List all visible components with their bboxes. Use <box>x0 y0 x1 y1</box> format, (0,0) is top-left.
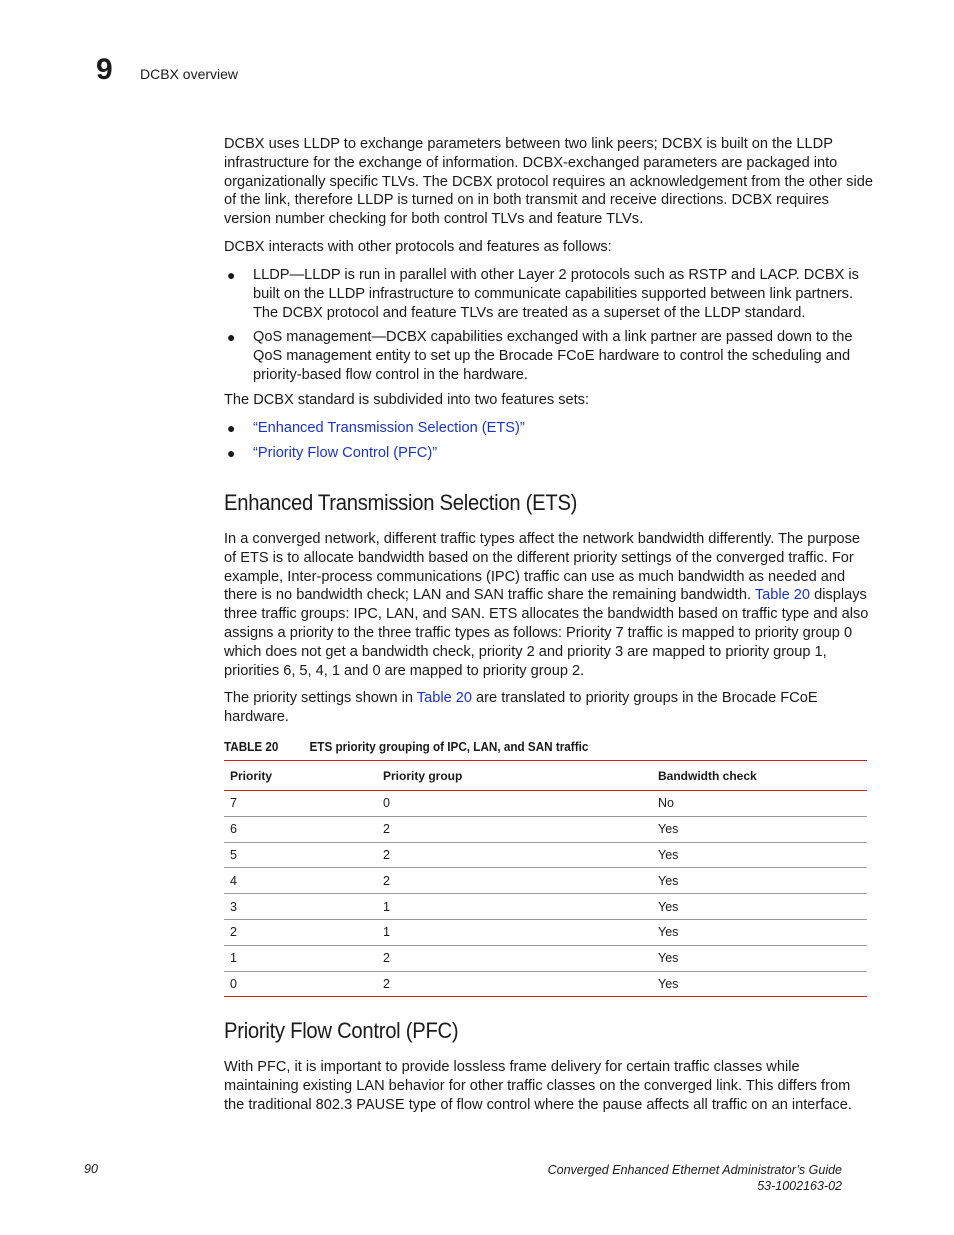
table-row <box>224 894 867 920</box>
table-row <box>224 868 867 894</box>
feature-link-list <box>224 419 874 463</box>
pfc-link[interactable]: “Priority Flow Control (PFC)” <box>253 444 438 461</box>
column-header-priority: Priority <box>224 761 377 791</box>
table-20-link[interactable]: Table 20 <box>416 690 472 706</box>
bullet-text: LLDP—LLDP is run in parallel with other Layer 2 protocols such as RSTP and LACP. DCBX is built on the LLDP infrastructure to communicate capabilities supported between link partners. The DCBX protocol and feature TLVs are treated as a superset of the LLDP standard. <box>253 267 859 321</box>
column-header-priority-group: Priority group <box>377 761 652 791</box>
cell-bandwidth-check: Yes <box>652 868 867 894</box>
bullet-icon: ● <box>227 267 236 283</box>
ets-p2-text-cont: are translated to priority groups in the Brocade FCoE hardware. <box>224 690 818 725</box>
cell-priority-group: 2 <box>377 945 652 971</box>
ets-paragraph-1 <box>224 530 874 680</box>
intro-paragraph-2: DCBX interacts with other protocols and features as follows: <box>224 239 612 255</box>
cell-priority: 4 <box>224 868 377 894</box>
cell-priority-group: 2 <box>377 971 652 997</box>
cell-priority: 6 <box>224 816 377 842</box>
cell-bandwidth-check: Yes <box>652 945 867 971</box>
protocol-bullet-list <box>224 266 874 385</box>
cell-priority-group: 1 <box>377 919 652 945</box>
ets-p1-text-cont: displays three traffic groups: IPC, LAN, and SAN. ETS allocates the bandwidth based on traffic type and also assigns a priority to the three traffic types as follows: Priority 7 traffic is mapped to priority group 0 which does not get a bandwidth check, priority 2 and priority 3 are mapped to priority group 1, priorities 6, 5, 4, 1 and 0 are mapped to priority group 2. <box>224 587 869 679</box>
bullet-icon: ● <box>227 444 236 461</box>
table-20-link[interactable]: Table 20 <box>754 587 811 604</box>
table-row <box>224 945 867 971</box>
table-row <box>224 971 867 997</box>
table-row <box>224 842 867 868</box>
table-row <box>224 816 867 842</box>
table-title: ETS priority grouping of IPC, LAN, and SAN traffic <box>309 739 589 754</box>
footer-doc-number: 53-1002163-02 <box>757 1179 842 1193</box>
footer-doc-info <box>548 1162 842 1194</box>
list-item <box>224 266 874 322</box>
pfc-paragraph-1: With PFC, it is important to provide lossless frame delivery for certain traffic classes while maintaining existing LAN behavior for other traffic classes on the converged link. This differs from the traditional 802.3 PAUSE type of flow control where the pause affects all traffic on an interface. <box>224 1059 852 1113</box>
cell-priority: 5 <box>224 842 377 868</box>
intro-paragraph-1: DCBX uses LLDP to exchange parameters between two link peers; DCBX is built on the LLDP infrastructure for the exchange of information. DCBX-exchanged parameters are packaged into organizationally specific TLVs. The DCBX protocol requires an acknowledgement from the other side of the link, therefore LLDP is turned on in both transmit and receive directions. DCBX requires version number checking for both control TLVs and feature TLVs. <box>224 136 873 228</box>
cell-priority: 3 <box>224 894 377 920</box>
footer-doc-title: Converged Enhanced Ethernet Administrator’s Guide <box>547 1163 842 1177</box>
table-header-row <box>224 761 867 791</box>
cell-priority-group: 2 <box>377 816 652 842</box>
cell-bandwidth-check: Yes <box>652 816 867 842</box>
cell-priority: 0 <box>224 971 377 997</box>
cell-priority-group: 2 <box>377 842 652 868</box>
ets-priority-table <box>224 760 867 997</box>
cell-bandwidth-check: Yes <box>652 919 867 945</box>
intro-paragraph-3: The DCBX standard is subdivided into two features sets: <box>224 392 590 408</box>
table-row <box>224 791 867 817</box>
ets-p1-text: In a converged network, different traffic types affect the network bandwidth differently. The purpose of ETS is to allocate bandwidth based on the different priority settings of the converged traffic. For example, Inter-process communications (IPC) traffic can use as much bandwidth as needed and there is no bandwidth check; LAN and SAN traffic share the remaining bandwidth. <box>224 531 861 604</box>
table-row <box>224 919 867 945</box>
list-item <box>224 328 874 384</box>
table-caption <box>224 739 588 755</box>
cell-priority: 1 <box>224 945 377 971</box>
cell-priority-group: 2 <box>377 868 652 894</box>
list-item <box>224 444 874 463</box>
ets-p2-text: The priority settings shown in <box>224 690 413 706</box>
bullet-icon: ● <box>227 329 236 346</box>
running-header-title: DCBX overview <box>140 66 239 82</box>
ets-paragraph-2 <box>224 689 874 727</box>
cell-bandwidth-check: Yes <box>652 842 867 868</box>
chapter-number: 9 <box>96 53 113 86</box>
cell-priority: 2 <box>224 919 377 945</box>
ets-heading: Enhanced Transmission Selection (ETS) <box>224 490 578 515</box>
pfc-heading: Priority Flow Control (PFC) <box>224 1018 459 1043</box>
column-header-bandwidth-check: Bandwidth check <box>652 761 867 791</box>
cell-priority-group: 1 <box>377 894 652 920</box>
cell-bandwidth-check: Yes <box>652 971 867 997</box>
cell-bandwidth-check: No <box>652 791 867 817</box>
bullet-icon: ● <box>227 420 236 436</box>
ets-link[interactable]: “Enhanced Transmission Selection (ETS)” <box>253 420 525 436</box>
cell-bandwidth-check: Yes <box>652 894 867 920</box>
list-item <box>224 419 874 438</box>
page-number: 90 <box>84 1162 98 1176</box>
table-label: TABLE 20 <box>224 739 279 754</box>
bullet-text: QoS management—DCBX capabilities exchanged with a link partner are passed down to the QoS management entity to set up the Brocade FCoE hardware to control the scheduling and priority-based flow control in the hardware. <box>253 329 853 383</box>
cell-priority: 7 <box>224 791 377 817</box>
cell-priority-group: 0 <box>377 791 652 817</box>
